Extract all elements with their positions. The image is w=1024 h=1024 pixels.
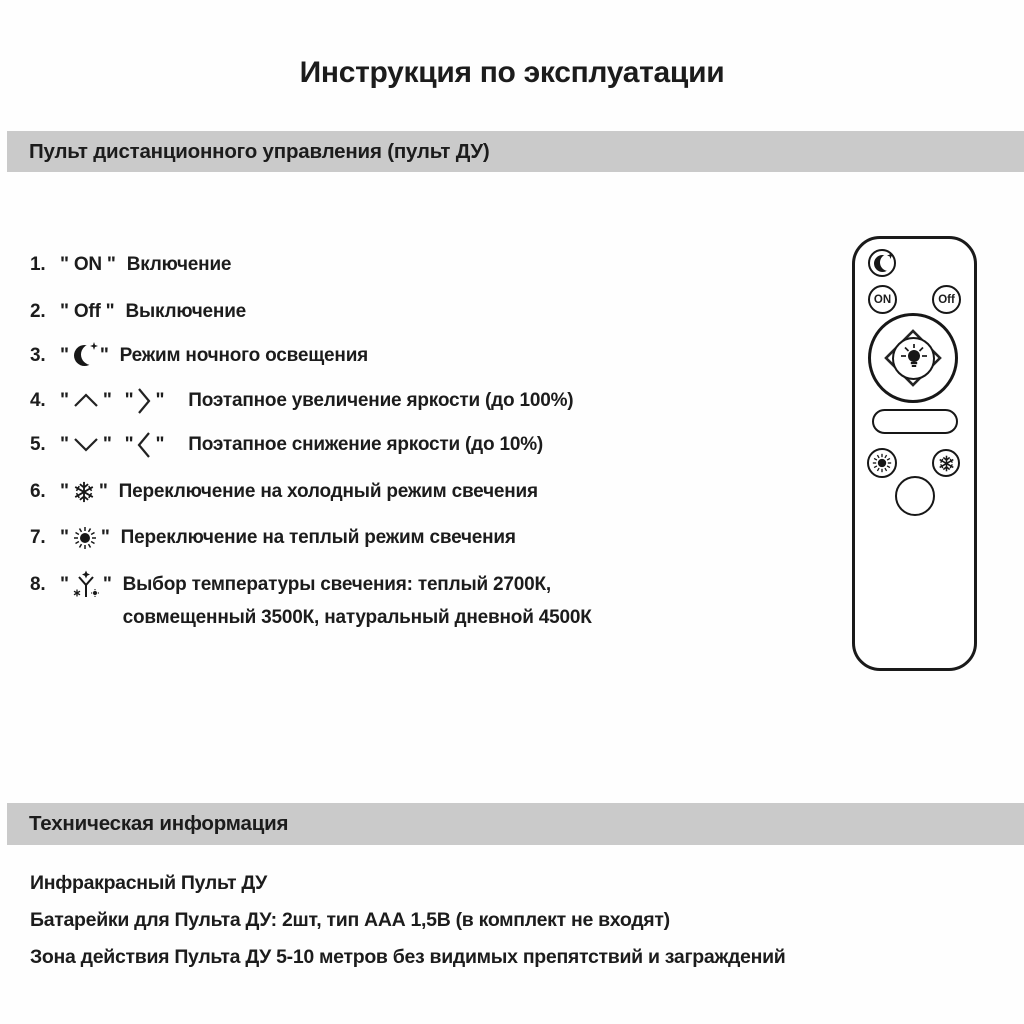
item-number: 1. [30,253,46,275]
section-header-tech-label: Техническая информация [29,812,289,835]
snowflake-icon [938,455,955,472]
tech-info-line: Инфракрасный Пульт ДУ [30,872,268,894]
item-description: Включение [126,253,232,275]
brightness-bulb-button [892,337,935,380]
item-description: Выключение [125,300,247,322]
quote-mark: " [124,389,134,411]
sparkle-star-icon [887,252,894,259]
item-number: 6. [30,480,46,502]
quote-mark: " [155,389,165,411]
button-keyword: ON [73,253,102,275]
quote-mark: " [102,433,112,455]
angle-left-icon [137,431,151,459]
quote-mark: " [60,389,69,411]
list-item [30,342,368,369]
quote-mark: " [60,433,69,455]
crescent-moon-icon [874,255,891,272]
list-item [30,431,543,458]
list-item [30,298,246,325]
on-button: ON [868,285,897,314]
quote-mark: " [106,253,116,275]
quote-mark: " [98,480,108,502]
quote-mark: " [60,480,69,502]
item-description: Выбор температуры свечения: теплый 2700К, [122,574,551,595]
list-item [30,568,592,634]
button-keyword: Off [73,300,101,322]
list-item [30,524,516,551]
quote-mark: " [60,344,69,366]
chevron-down-icon [73,437,99,452]
section-header-remote [7,131,1024,172]
item-number: 7. [30,526,46,548]
item-description: Переключение на холодный режим свечения [118,480,538,502]
blank-round-button [895,476,935,516]
quote-mark: " [155,433,165,455]
item-description: Режим ночного освещения [119,344,369,366]
quote-mark: " [102,389,112,411]
quote-mark: " [124,433,134,455]
off-button: Off [932,285,961,314]
item-number: 5. [30,433,46,455]
item-description: Поэтапное увеличение яркости (до 100%) [188,389,574,411]
indicator-window [872,409,958,434]
angle-right-icon [137,387,151,415]
temperature-select-icon [73,570,99,600]
tech-info-line: Батарейки для Пульта ДУ: 2шт, тип ААА 1,5В (в комплект не входят) [30,909,670,931]
list-item [30,251,231,278]
crescent-moon-icon [74,345,95,366]
night-mode-button [868,249,896,277]
item-number: 2. [30,300,46,322]
list-item [30,387,573,414]
quote-mark: " [60,253,69,275]
quote-mark: " [60,573,69,595]
chevron-up-icon [73,393,99,408]
quote-mark: " [102,573,112,595]
item-number: 3. [30,344,46,366]
item-description: Переключение на теплый режим свечения [120,526,516,548]
light-bulb-icon [895,340,933,378]
remote-control-illustration [852,236,977,671]
item-number: 4. [30,389,46,411]
section-header-remote-label: Пульт дистанционного управления (пульт ДУ) [29,139,490,163]
quote-mark: " [100,526,110,548]
quote-mark: " [60,300,69,322]
tech-info-line: Зона действия Пульта ДУ 5-10 метров без видимых препятствий и заграждений [30,946,786,968]
page-title: Инструкция по эксплуатации [299,56,725,89]
item-description: Поэтапное снижение яркости (до 10%) [188,433,544,455]
snowflake-icon [73,481,95,503]
cold-light-button [932,449,960,477]
sparkle-star-icon [90,342,98,350]
section-header-tech [7,803,1024,845]
item-number: 8. [30,573,46,595]
warm-sun-icon [872,453,892,473]
warm-light-button [867,448,897,478]
quote-mark: " [60,526,69,548]
item-description-line2: совмещенный 3500К, натуральный дневной 4500К [122,607,592,628]
quote-mark: " [99,344,109,366]
warm-sun-icon [73,526,97,550]
list-item [30,478,538,505]
quote-mark: " [105,300,115,322]
